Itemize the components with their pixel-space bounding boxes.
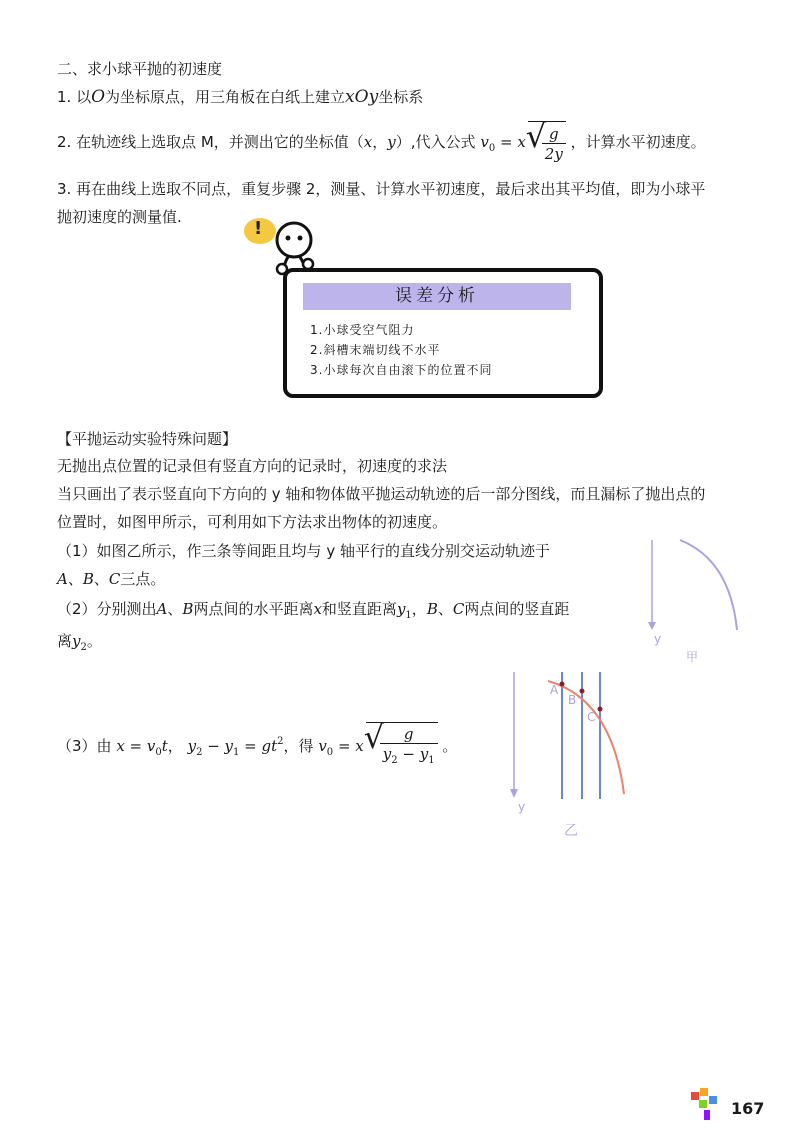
label-b: B <box>568 693 577 707</box>
method-step-1-line-1: （1）如图乙所示，作三条等间距且均与 y 轴平行的直线分别交运动轨迹于 <box>57 542 550 560</box>
error-analysis-title: 误差分析 <box>303 283 571 310</box>
step-3-line-1: 3. 再在曲线上选取不同点，重复步骤 2，测量、计算水平初速度，最后求出其平均值，即为小球平 <box>57 180 706 198</box>
method-step-2-line-1: （2）分别测出A、B两点间的水平距离x和竖直距离$y_1$，B、C两点间的竖直距 <box>57 600 570 621</box>
yi-y-label: y <box>518 800 526 814</box>
yi-y-arrow <box>510 789 518 798</box>
alert-icon: ! <box>254 218 263 239</box>
jia-trajectory <box>680 540 737 630</box>
special-para-line-1: 当只画出了表示竖直向下方向的 y 轴和物体做平抛运动轨迹的后一部分图线，而且漏标了抛出点的 <box>57 485 706 503</box>
jia-y-arrow <box>648 622 656 630</box>
point-a <box>560 682 565 687</box>
error-item-2: 2.斜槽末端切线不水平 <box>310 343 441 357</box>
method-step-3: （3）由 $x = v_0t$， $y_2 - y_1 = gt^2$，得 $v_0 = x$ √ $\frac{g}{y_2 - y_1}$ 。 <box>57 718 457 777</box>
special-para-line-2: 位置时，如图甲所示，可利用如下方法求出物体的初速度。 <box>57 513 448 531</box>
special-heading: 【平抛运动实验特殊问题】 <box>57 430 238 448</box>
yi-trajectory <box>548 681 624 794</box>
formula-v0: $v_0 = x$ √ $\frac{g}{2y}$ <box>480 133 570 151</box>
figure-yi <box>500 664 640 814</box>
mascot-head <box>277 223 311 257</box>
method-step-2-line-2: 离$y_2$。 <box>57 632 102 653</box>
label-c: C <box>587 710 596 724</box>
section-title: 二、求小球平抛的初速度 <box>57 60 223 78</box>
point-b <box>580 689 585 694</box>
jia-y-label: y <box>654 632 662 646</box>
point-c <box>598 707 603 712</box>
error-item-3: 3.小球每次自由滚下的位置不同 <box>310 363 493 377</box>
step-1: 1. 以O为坐标原点，用三角板在白纸上建立xOy坐标系 <box>57 87 424 107</box>
method-step-1-line-2: A、B、C三点。 <box>57 570 166 588</box>
label-a: A <box>550 683 559 697</box>
page-number: 167 <box>731 1099 765 1118</box>
error-item-1: 1.小球受空气阻力 <box>310 323 415 337</box>
special-subheading: 无抛出点位置的记录但有竖直方向的记录时，初速度的求法 <box>57 457 448 475</box>
step-2: 2. 在轨迹线上选取点 M，并测出它的坐标值（x，y）,代入公式 $v_0 = x$ √ $\frac{g}{2y}$ ，计算水平初速度。 <box>57 120 706 171</box>
yi-caption: 乙 <box>564 823 578 839</box>
step-3-line-2: 抛初速度的测量值. <box>57 208 182 226</box>
jia-caption: 甲 <box>686 650 699 664</box>
